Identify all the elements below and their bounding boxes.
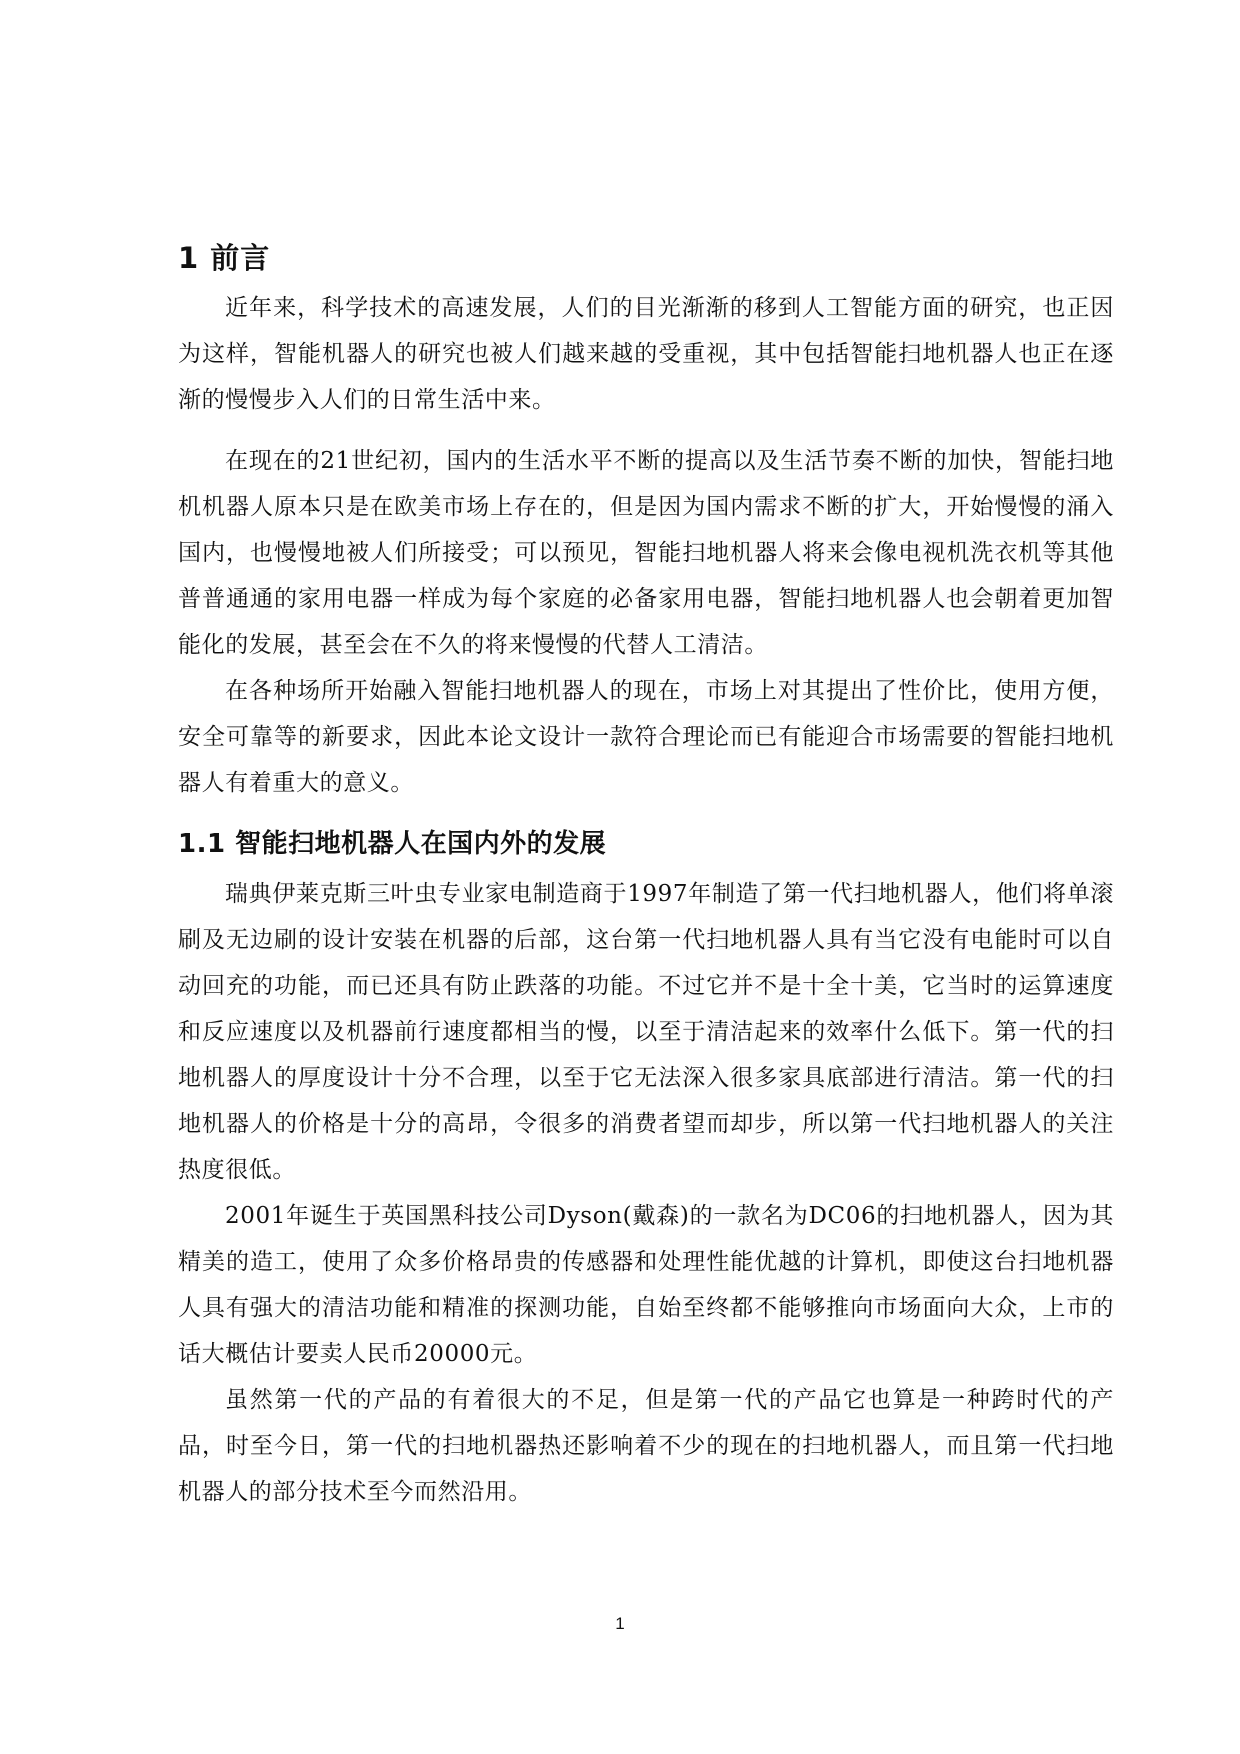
section-heading-preface: 1 前言 [178, 241, 271, 275]
subsection-heading-development: 1.1 智能扫地机器人在国内外的发展 [178, 829, 607, 859]
development-paragraph-2: 2001年诞生于英国黑科技公司Dyson(戴森)的一款名为DC06的扫地机器人，因为其精美的造工，使用了众多价格昂贵的传感器和处理性能优越的计算机，即使这台扫地机器人具有强大的清洁功能和精准的探测功能，自始至终都不能够推向市场面向大众，上市的话大概估计要卖人民币20000元。 [178, 1203, 1114, 1367]
development-paragraph-3: 虽然第一代的产品的有着很大的不足，但是第一代的产品它也算是一种跨时代的产品，时至今日，第一代的扫地机器热还影响着不少的现在的扫地机器人，而且第一代扫地机器人的部分技术至今而然沿用。 [178, 1387, 1114, 1505]
development-paragraph-1: 瑞典伊莱克斯三叶虫专业家电制造商于1997年制造了第一代扫地机器人，他们将单滚刷及无边刷的设计安装在机器的后部，这台第一代扫地机器人具有当它没有电能时可以自动回充的功能，而已还具有防止跌落的功能。不过它并不是十全十美，它当时的运算速度和反应速度以及机器前行速度都相当的慢，以至于清洁起来的效率什么低下。第一代的扫地机器人的厚度设计十分不合理，以至于它无法深入很多家具底部进行清洁。第一代的扫地机器人的价格是十分的高昂，令很多的消费者望而却步，所以第一代扫地机器人的关注热度很低。 [178, 881, 1114, 1183]
preface-paragraph-3: 在各种场所开始融入智能扫地机器人的现在，市场上对其提出了性价比，使用方便，安全可靠等的新要求，因此本论文设计一款符合理论而已有能迎合市场需要的智能扫地机器人有着重大的意义。 [178, 678, 1114, 796]
preface-paragraph-1: 近年来，科学技术的高速发展，人们的目光渐渐的移到人工智能方面的研究，也正因为这样，智能机器人的研究也被人们越来越的受重视，其中包括智能扫地机器人也正在逐渐的慢慢步入人们的日常生活中来。 [178, 295, 1114, 413]
preface-paragraph-2: 在现在的21世纪初，国内的生活水平不断的提高以及生活节奏不断的加快，智能扫地机机器人原本只是在欧美市场上存在的，但是因为国内需求不断的扩大，开始慢慢的涌入国内，也慢慢地被人们所接受；可以预见，智能扫地机器人将来会像电视机洗衣机等其他普普通通的家用电器一样成为每个家庭的必备家用电器，智能扫地机器人也会朝着更加智能化的发展，甚至会在不久的将来慢慢的代替人工清洁。 [178, 448, 1114, 658]
page-number: 1 [615, 1614, 625, 1633]
